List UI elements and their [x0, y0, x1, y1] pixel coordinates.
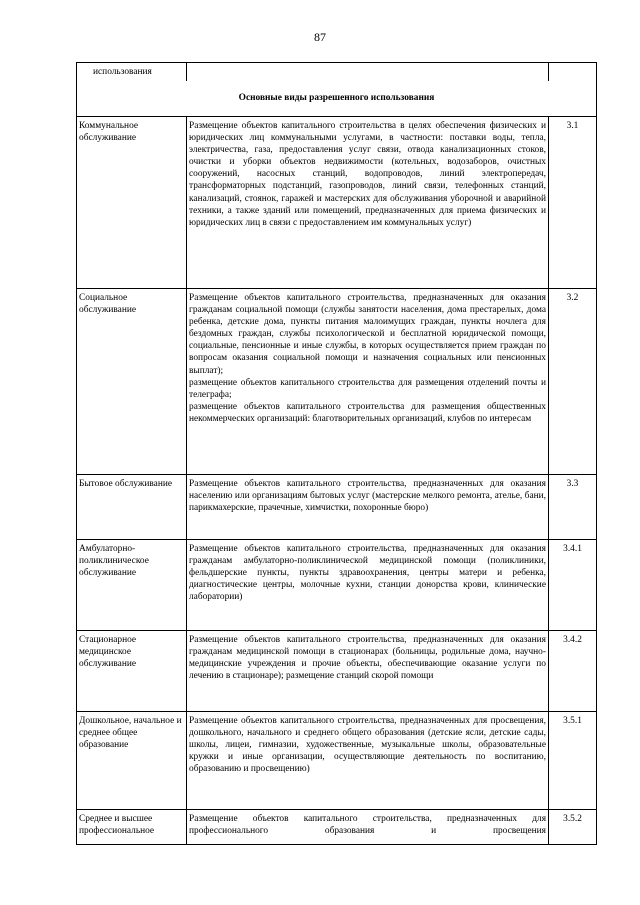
use-type-description: Размещение объектов капитального строительства, предназначенных для оказания гражданам амбулаторно-поликлинической медицинской помощи (поликлиники, фельдшерские пункты, пункты здравоохранения, центры матери и ребенка, диагностические центры, молочные кухни, станции донорства крови, клинические лаборатории) — [187, 540, 549, 631]
header-code-cell — [549, 63, 597, 81]
use-type-description — [187, 810, 549, 845]
land-use-table — [76, 62, 597, 845]
use-type-code: 3.3 — [549, 475, 597, 540]
table-row — [77, 117, 597, 289]
use-type-name: Среднее и высшее профессиональное — [77, 810, 187, 845]
table-row — [77, 712, 597, 810]
table-header-row — [77, 63, 597, 81]
description-paragraph: Размещение объектов капитального строительства, предназначенных для оказания гражданам социальной помощи (службы занятости населения, дома престарелых, дома ребенка, детские дома, пункты питания малоимущих граждан, пункты ночлега для бездомных граждан, службы психологической и бесплатной юридической помощи, социальные, пенсионные и иные службы, в которых осуществляется прием граждан по вопросам оказания социальной помощи и назначения социальных или пенсионных выплат); размещение объектов капитального строительства для размещения отделений почты и телеграфа; размещение объектов капитального строительства для размещения общественных некоммерческих организаций: благотворительных организаций, клубов по интересам — [189, 293, 546, 424]
use-type-code: 3.2 — [549, 289, 597, 475]
table-row — [77, 289, 597, 475]
header-name-cell: использования — [77, 63, 187, 81]
use-type-code: 3.4.2 — [549, 631, 597, 712]
section-title: Основные виды разрешенного использования — [77, 81, 597, 117]
use-type-code: 3.5.1 — [549, 712, 597, 810]
table-row — [77, 540, 597, 631]
use-type-name: Стационарное медицинское обслуживание — [77, 631, 187, 712]
use-type-name: Дошкольное, начальное и среднее общее образование — [77, 712, 187, 810]
section-title-row — [77, 81, 597, 117]
use-type-description — [187, 289, 549, 475]
page-number: 87 — [314, 30, 326, 44]
table-row — [77, 631, 597, 712]
use-type-name: Амбулаторно-поликлиническое обслуживание — [77, 540, 187, 631]
table-row — [77, 810, 597, 845]
use-type-description: Размещение объектов капитального строительства, предназначенных для просвещения, дошкольного, начального и среднего общего образования (детские ясли, детские сады, школы, лицеи, гимназии, художественные, музыкальные школы, образовательные кружки и иные организации, осуществляющие деятельность по воспитанию, образованию и просвещению) — [187, 712, 549, 810]
use-type-description: Размещение объектов капитального строительства в целях обеспечения физических и юридических лиц коммунальными услугами, в частности: поставки воды, тепла, электричества, газа, предоставления услуг связи, отвода канализационных стоков, очистки и уборки объектов недвижимости (котельных, водозаборов, очистных сооружений, насосных станций, водопроводов, линий электропередач, трансформаторных подстанций, газопроводов, линий связи, телефонных станций, канализаций, стоянок, гаражей и мастерских для обслуживания уборочной и аварийной техники, а также зданий или помещений, предназначенных для приема физических и юридических лиц в связи с предоставлением им коммунальных услуг) — [187, 117, 549, 289]
table-row — [77, 475, 597, 540]
use-type-description: Размещение объектов капитального строительства, предназначенных для оказания населению или организациям бытовых услуг (мастерские мелкого ремонта, ателье, бани, парикмахерские, прачечные, химчистки, похоронные бюро) — [187, 475, 549, 540]
use-type-description: Размещение объектов капитального строительства, предназначенных для оказания гражданам медицинской помощи в стационарах (больницы, родильные дома, научно-медицинские учреждения и прочие объекты, обеспечивающие оказание услуги по лечению в стационаре); размещение станций скорой помощи — [187, 631, 549, 712]
use-type-code: 3.1 — [549, 117, 597, 289]
header-description-cell — [187, 63, 549, 81]
use-type-name: Социальное обслуживание — [77, 289, 187, 475]
use-type-code: 3.4.1 — [549, 540, 597, 631]
use-type-name: Бытовое обслуживание — [77, 475, 187, 540]
use-type-name: Коммунальное обслуживание — [77, 117, 187, 289]
description-clipped: Размещение объектов капитального строительства, предназначенных для профессионального образования и просвещения — [189, 814, 546, 837]
use-type-code: 3.5.2 — [549, 810, 597, 845]
